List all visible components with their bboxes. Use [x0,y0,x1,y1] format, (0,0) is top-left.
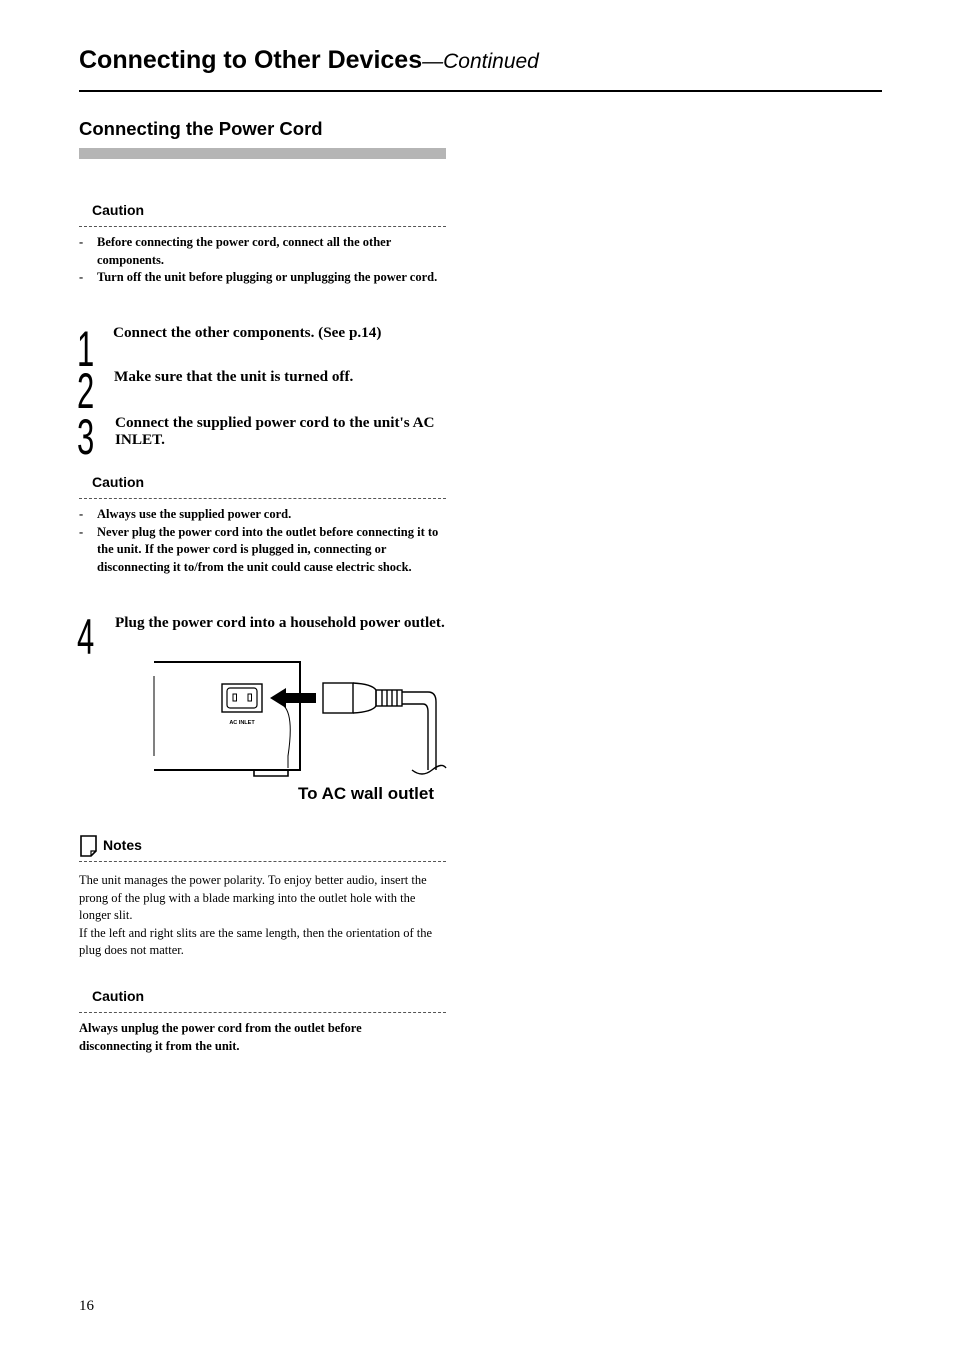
caution-list [79,506,446,576]
page-title-text: Connecting to Other Devices [79,46,423,74]
caution-item: - Before connecting the power cord, connect all the other components. [79,234,446,269]
ac-inlet-label: AC INLET [229,720,255,726]
caution-divider [79,226,446,227]
unit-outline [154,662,300,770]
step-text: Make sure that the unit is turned off. [114,368,354,385]
notes-body [79,872,446,960]
notes-divider [79,861,446,862]
notes-label: Notes [103,837,142,853]
caution-divider [79,498,446,499]
step-number: 3 [77,409,95,465]
arrow-icon [270,688,316,708]
step-number: 1 [77,321,95,377]
step-text: Connect the supplied power cord to the unit's AC INLET. [115,414,435,448]
step-text: Connect the other components. (See p.14) [113,324,382,341]
step-text: Plug the power cord into a household power outlet. [115,614,445,631]
page-header [79,46,882,92]
page-number: 16 [79,1298,94,1314]
caution-label: Caution [92,988,145,1004]
caution-label: Caution [92,474,145,490]
outlet-caption: To AC wall outlet [298,784,434,803]
caution-text: Always unplug the power cord from the outlet before disconnecting it from the unit. [79,1021,362,1053]
notes-icon [79,835,99,857]
caution-item: - Always use the supplied power cord. [79,506,446,524]
step-number: 4 [77,609,95,665]
page-title-continued: —Continued [422,50,539,73]
caution-divider [79,1012,446,1013]
power-cord-diagram [150,656,450,780]
plug-icon [323,683,446,774]
section-title: Connecting the Power Cord [79,118,323,139]
caution-list [79,234,446,287]
notes-paragraph: If the left and right slits are the same length, then the orientation of the plug does not matter. [79,925,433,958]
page-title [79,46,539,75]
caution-label: Caution [92,202,145,218]
step-number: 2 [77,363,95,419]
notes-paragraph: The unit manages the power polarity. To enjoy better audio, insert the prong of the plug with a blade marking into the outlet hole with the longer slit. [79,873,427,923]
caution-item: - Turn off the unit before plugging or unplugging the power cord. [79,269,446,287]
caution-item: - Never plug the power cord into the outlet before connecting it to the unit. If the power cord is plugged in, connecting or disconnecting it to/from the unit could cause electric shock. [79,524,446,577]
section-title-bar [79,148,446,159]
